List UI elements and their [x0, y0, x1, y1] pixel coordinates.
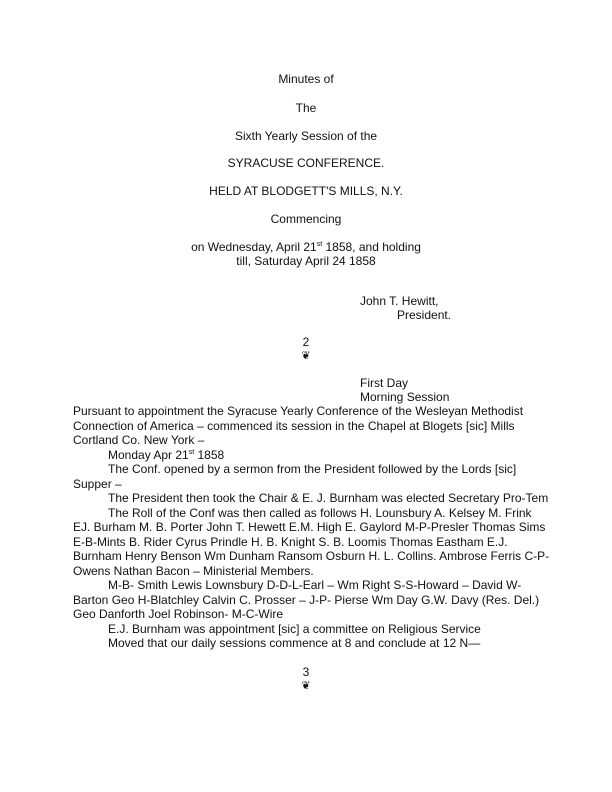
paragraph-chair-text: The President then took the Chair & E. J. Burnham was elected Secretary Pro-Tem — [108, 491, 549, 505]
title-line-minutes: Minutes of — [278, 72, 334, 86]
paragraph-lay-members-text: M-B- Smith Lewis Lownsbury D-D-L-Earl – Wm Right S-S-Howard – David W-Barton Geo H-Blatchley Calvin C. Prosser – J-P- Pierse Wm Day G.W. Davy (Res. Del.) Geo Danforth Joel Robinson- M-C-Wire — [73, 578, 540, 621]
paragraph-committee: E.J. Burnham was appointment [sic] a committee on Religious Service — [108, 621, 481, 636]
date-line-end: 1858 — [194, 447, 225, 462]
signature-title: President. — [397, 308, 452, 322]
paragraph-roll-text: The Roll of the Conf was then called as follows H. Lounsbury A. Kelsey M. Frink EJ. Burham M. B. Porter John T. Hewett E.M. High E. Gaylord M-P-Presler Thomas Sims E-B-Mints B. Rider Cyrus Prindle H. B. Knight S. B. Loomis Thomas Eastham E.J. Burnham Henry Benson Wm Dunham Ransom Osburn H. L. Collins. Ambrose Ferris C-P- Owens Nathan Bacon – Ministerial Members. — [73, 505, 550, 578]
date-line-start: Monday Apr 21 — [108, 447, 189, 462]
page-number-3: 3 — [302, 665, 310, 679]
signature-name: John T. Hewitt, — [360, 294, 439, 308]
paragraph-roll — [73, 506, 551, 579]
paragraph-sermon-text: The Conf. opened by a sermon from the President followed by the Lords [sic] Supper – — [73, 462, 517, 491]
paragraph-opening: Pursuant to appointment the Syracuse Yearly Conference of the Wesleyan Methodist Connection of America – commenced its session in the Chapel at Blogets [sic] Mills Cortland Co. New York – — [73, 404, 524, 447]
paragraph-chair — [73, 491, 551, 506]
date-text-start: on Wednesday, April 21 — [191, 240, 317, 254]
minutes-body — [73, 404, 551, 651]
fleuron-icon: ❦ — [301, 349, 311, 362]
paragraph-date — [73, 448, 551, 463]
paragraph-lay-members — [73, 578, 551, 622]
date-text-end: 1858, and holding — [322, 240, 421, 254]
paragraph-sessions: Moved that our daily sessions commence at 8 and conclude at 12 N— — [108, 636, 481, 650]
session-day: First Day — [360, 376, 408, 390]
title-line-commencing: Commencing — [270, 212, 342, 226]
date-line-superscript: st — [188, 448, 195, 456]
paragraph-sermon — [73, 462, 551, 491]
title-line-date — [0, 240, 612, 254]
title-line-held-at: HELD AT BLODGETT'S MILLS, N.Y. — [209, 184, 403, 198]
title-line-until: till, Saturday April 24 1858 — [236, 254, 376, 268]
session-name: Morning Session — [360, 390, 450, 404]
fleuron-icon-2: ❦ — [301, 679, 311, 692]
page-number-2: 2 — [302, 335, 310, 349]
title-line-session: Sixth Yearly Session of the — [234, 129, 378, 143]
title-line-the: The — [295, 101, 317, 115]
date-superscript: st — [316, 241, 323, 248]
title-line-conference: SYRACUSE CONFERENCE. — [227, 156, 385, 170]
